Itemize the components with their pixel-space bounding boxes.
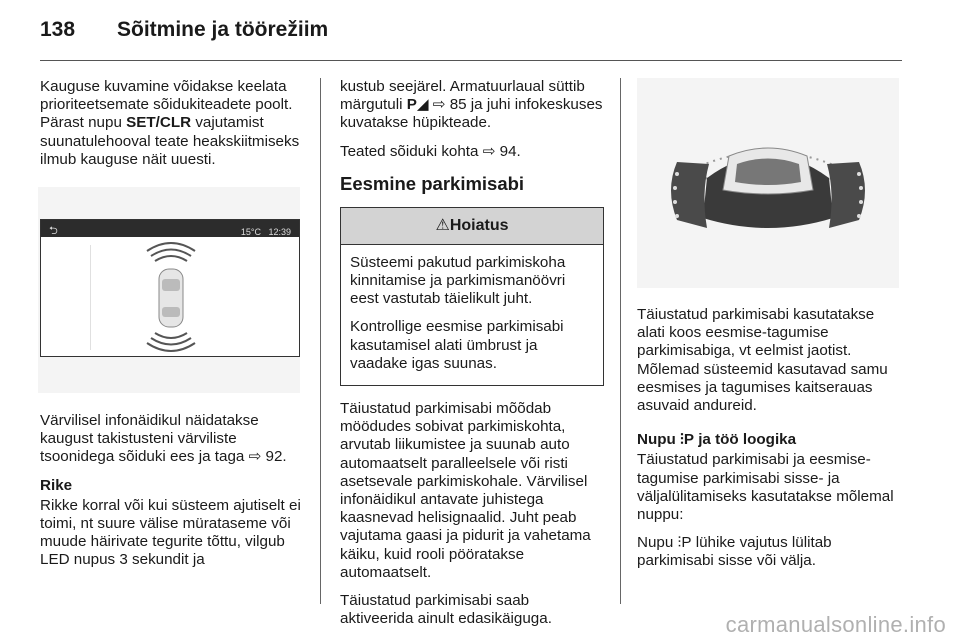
car-sensor-zones-icon: [41, 237, 299, 355]
car-top-view-icon: [637, 78, 899, 288]
short-press-paragraph: Nupu ⫶P lühike vajutus lülitab parkimisabi sisse või välja.: [637, 534, 832, 570]
watermark: carmanualsonline.info: [725, 612, 946, 637]
column-divider-2: [620, 78, 621, 604]
clock-readout: 12:39: [268, 227, 291, 238]
header-rule: [40, 60, 902, 61]
set-clr-label: SET/CLR: [126, 114, 192, 132]
column-1: [40, 78, 306, 580]
warning-icon: ⚠: [435, 216, 450, 234]
column-3: [637, 78, 903, 581]
button-usage-paragraph: Täiustatud parkimisabi ja eesmise-tagumise parkimisabi sisse- ja väljalülitamiseks kasutatakse mõlemal nuppu:: [637, 451, 894, 524]
fault-paragraph: Rikke korral või kui süsteem ajutiselt ei toimi, nt suure välise mürataseme või muude häirivate tegurite tõttu, vilgub LED nupus 3 sekundit ja: [40, 496, 301, 569]
intro-paragraph: Kauguse kuvamine võidakse keelata prioriteetsemate sõidukiteadete poolt. Pärast nupu SET/CLR vajutamist suunatulehooval teate heakskiitmiseks ilmub kauguse näit uuesti.: [40, 78, 300, 168]
fault-heading: Rike: [40, 476, 73, 494]
vehicle-messages-paragraph: Teated sõiduki kohta ⇨ 94.: [340, 142, 521, 160]
continuation-paragraph: kustub seejärel. Armatuurlaual süttib märgutuli P◢ ⇨ 85 ja juhi infokeskuses kuvatakse hüpikteade.: [340, 78, 603, 132]
section-heading: Eesmine parkimisabi: [340, 172, 525, 194]
button-logic-heading: Nupu ⫶P ja töö loogika: [637, 431, 797, 449]
screen-status-bar: [41, 220, 299, 237]
activation-paragraph: Täiustatud parkimisabi saab aktiveerida ainult edasikäiguga.: [340, 592, 552, 628]
color-zones-paragraph: Värvilisel infonäidikul näidatakse kaugust takistusteni värviliste tsoonidega sõiduki ees ja taga ⇨ 92.: [40, 412, 287, 466]
park-assist-combined-paragraph: Täiustatud parkimisabi kasutatakse alati koos eesmise-tagumise parkimisabiga, vt eelmist jaotist. Mõlemad süsteemid kasutavad samu eesmises ja tagumises kaitserauas asuvaid andureid.: [637, 306, 888, 415]
car-sensors-figure: [637, 78, 899, 288]
temperature-readout: 15°C: [240, 227, 261, 238]
park-assist-button-icon: ⫶P: [677, 534, 692, 552]
warning-body: [341, 245, 603, 385]
warning-paragraph: Kontrollige eesmise parkimisabi kasutamisel alati ümbrust ja vaadake igas suunas.: [350, 318, 564, 372]
infodisplay-figure: [38, 187, 300, 393]
warning-title: ⚠Hoiatus: [341, 208, 603, 245]
page-reference-icon: ⇨: [482, 142, 496, 160]
parking-warning-icon: P◢: [406, 96, 429, 114]
back-icon: ⮌: [49, 225, 58, 238]
page-reference-icon: ⇨: [432, 96, 446, 114]
warning-paragraph: Süsteemi pakutud parkimiskoha kinnitamise ja parkimismanöövri eest vastutab täielikult juht.: [350, 253, 566, 308]
column-divider-1: [320, 78, 321, 604]
chapter-title: Sõitmine ja töörežiim: [117, 18, 329, 41]
page-reference-icon: ⇨: [248, 448, 262, 466]
warning-box: [340, 207, 604, 386]
column-2: [340, 78, 604, 638]
advanced-park-assist-paragraph: Täiustatud parkimisabi mõõdab möödudes sobivat parkimiskohta, arvutab liikumistee ja suunab auto automaatselt paralleelsele või risti asetsevale parkimiskohale. Värvilisel infonäidikul antavate juhistega kaasnevad helisignaalid. Juht peab vajutama gaasi ja pidurit ja vahetama käiku, kuid rooli pööratakse automaatselt.: [340, 400, 591, 581]
page-number: 138: [40, 18, 76, 41]
park-assist-button-icon: ⫶P: [680, 431, 694, 449]
infodisplay-screen: [40, 219, 300, 357]
